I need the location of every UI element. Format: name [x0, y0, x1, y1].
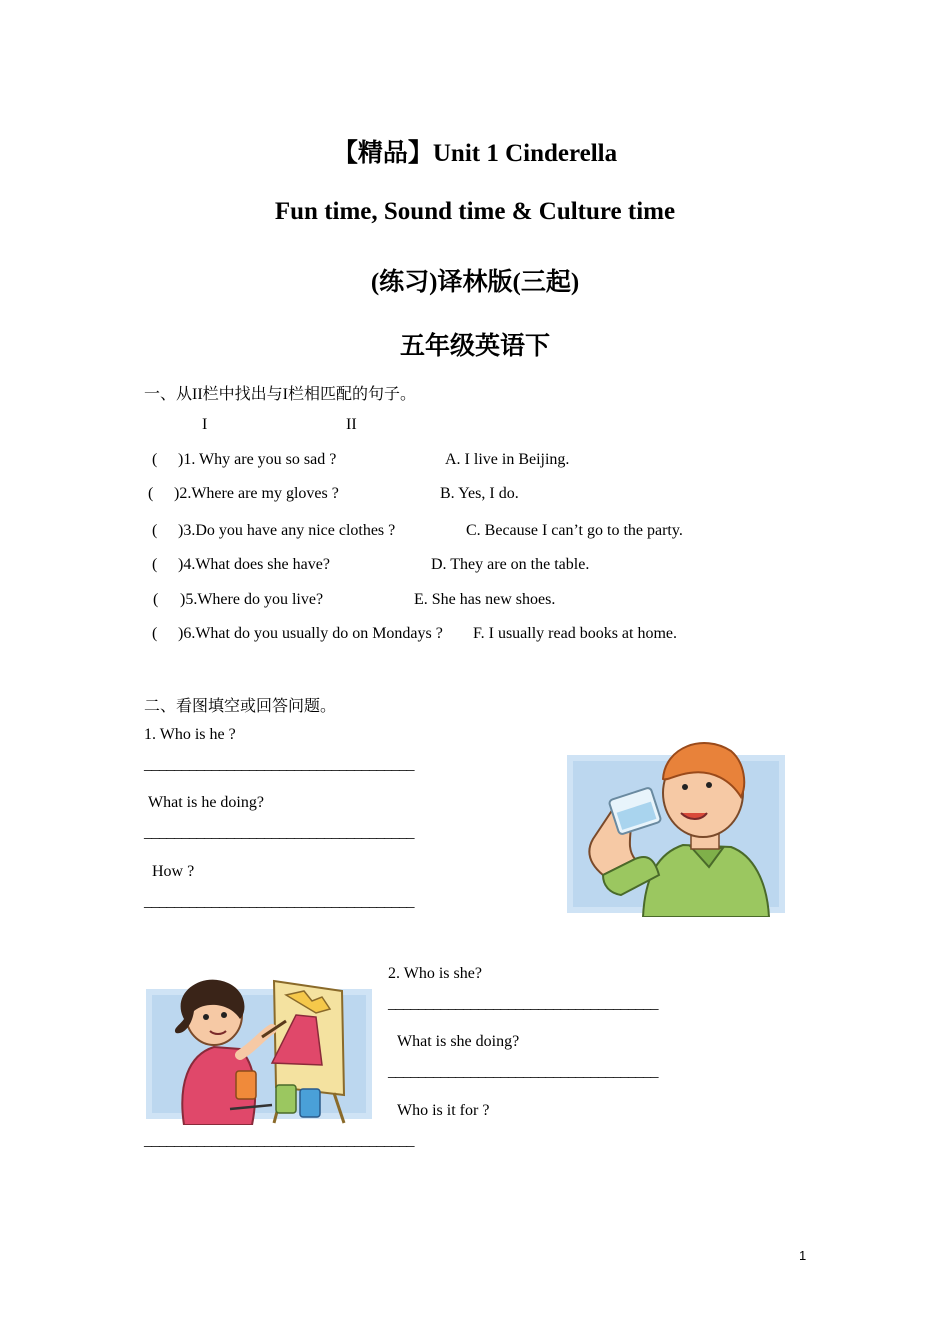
- match-answer: D. They are on the table.: [431, 556, 590, 573]
- title-line-4: 五年级英语下: [399, 333, 550, 360]
- q2-who-question: 2. Who is she?: [388, 965, 482, 982]
- q1-doing-question: What is he doing?: [148, 794, 264, 811]
- match-answer: A. I live in Beijing.: [445, 451, 570, 468]
- column-i-header: I: [202, 416, 208, 433]
- match-question: )3.Do you have any nice clothes ?: [178, 522, 396, 539]
- answer-paren[interactable]: (: [148, 485, 154, 502]
- match-answer: F. I usually read books at home.: [473, 625, 678, 642]
- match-question: )5.Where do you live?: [180, 591, 324, 608]
- q2-for-question: Who is it for ?: [397, 1102, 490, 1119]
- q2-doing-answer-line[interactable]: ____________________________________: [388, 1063, 658, 1080]
- q1-doing-answer-line[interactable]: ____________________________________: [144, 824, 414, 841]
- match-question: )2.Where are my gloves ?: [174, 485, 339, 502]
- answer-paren[interactable]: (: [152, 556, 158, 573]
- answer-paren[interactable]: (: [152, 451, 158, 468]
- q1-who-question: 1. Who is he ?: [144, 726, 236, 743]
- match-question: )1. Why are you so sad ?: [178, 451, 337, 468]
- title-line-2: Fun time, Sound time & Culture time: [274, 198, 676, 225]
- match-question: )4.What does she have?: [178, 556, 330, 573]
- answer-paren[interactable]: (: [152, 625, 158, 642]
- q2-for-answer-line[interactable]: ____________________________________: [144, 1132, 414, 1149]
- answer-paren[interactable]: (: [152, 522, 158, 539]
- q1-how-answer-line[interactable]: ____________________________________: [144, 893, 414, 910]
- girl-painting-dress-illustration: [144, 975, 376, 1125]
- match-answer: E. She has new shoes.: [414, 591, 556, 608]
- page-number: 1: [799, 1248, 807, 1263]
- q1-how-question: How ?: [152, 863, 195, 880]
- q2-who-answer-line[interactable]: ____________________________________: [388, 995, 658, 1012]
- q2-doing-question: What is she doing?: [397, 1033, 520, 1050]
- q1-who-answer-line[interactable]: ____________________________________: [144, 756, 414, 773]
- match-question: )6.What do you usually do on Mondays ?: [178, 625, 443, 642]
- title-line-1: 【精品】Unit 1 Cinderella: [332, 140, 618, 167]
- match-answer: C. Because I can’t go to the party.: [466, 522, 683, 539]
- boy-drinking-water-illustration: [563, 735, 791, 917]
- match-answer: B. Yes, I do.: [440, 485, 519, 502]
- title-line-3: (练习)译林版(三起): [370, 269, 580, 296]
- section-1-heading: 一、从II栏中找出与I栏相匹配的句子。: [144, 386, 416, 403]
- answer-paren[interactable]: (: [153, 591, 159, 608]
- section-2-heading: 二、看图填空或回答问题。: [144, 698, 337, 715]
- column-ii-header: II: [346, 416, 357, 433]
